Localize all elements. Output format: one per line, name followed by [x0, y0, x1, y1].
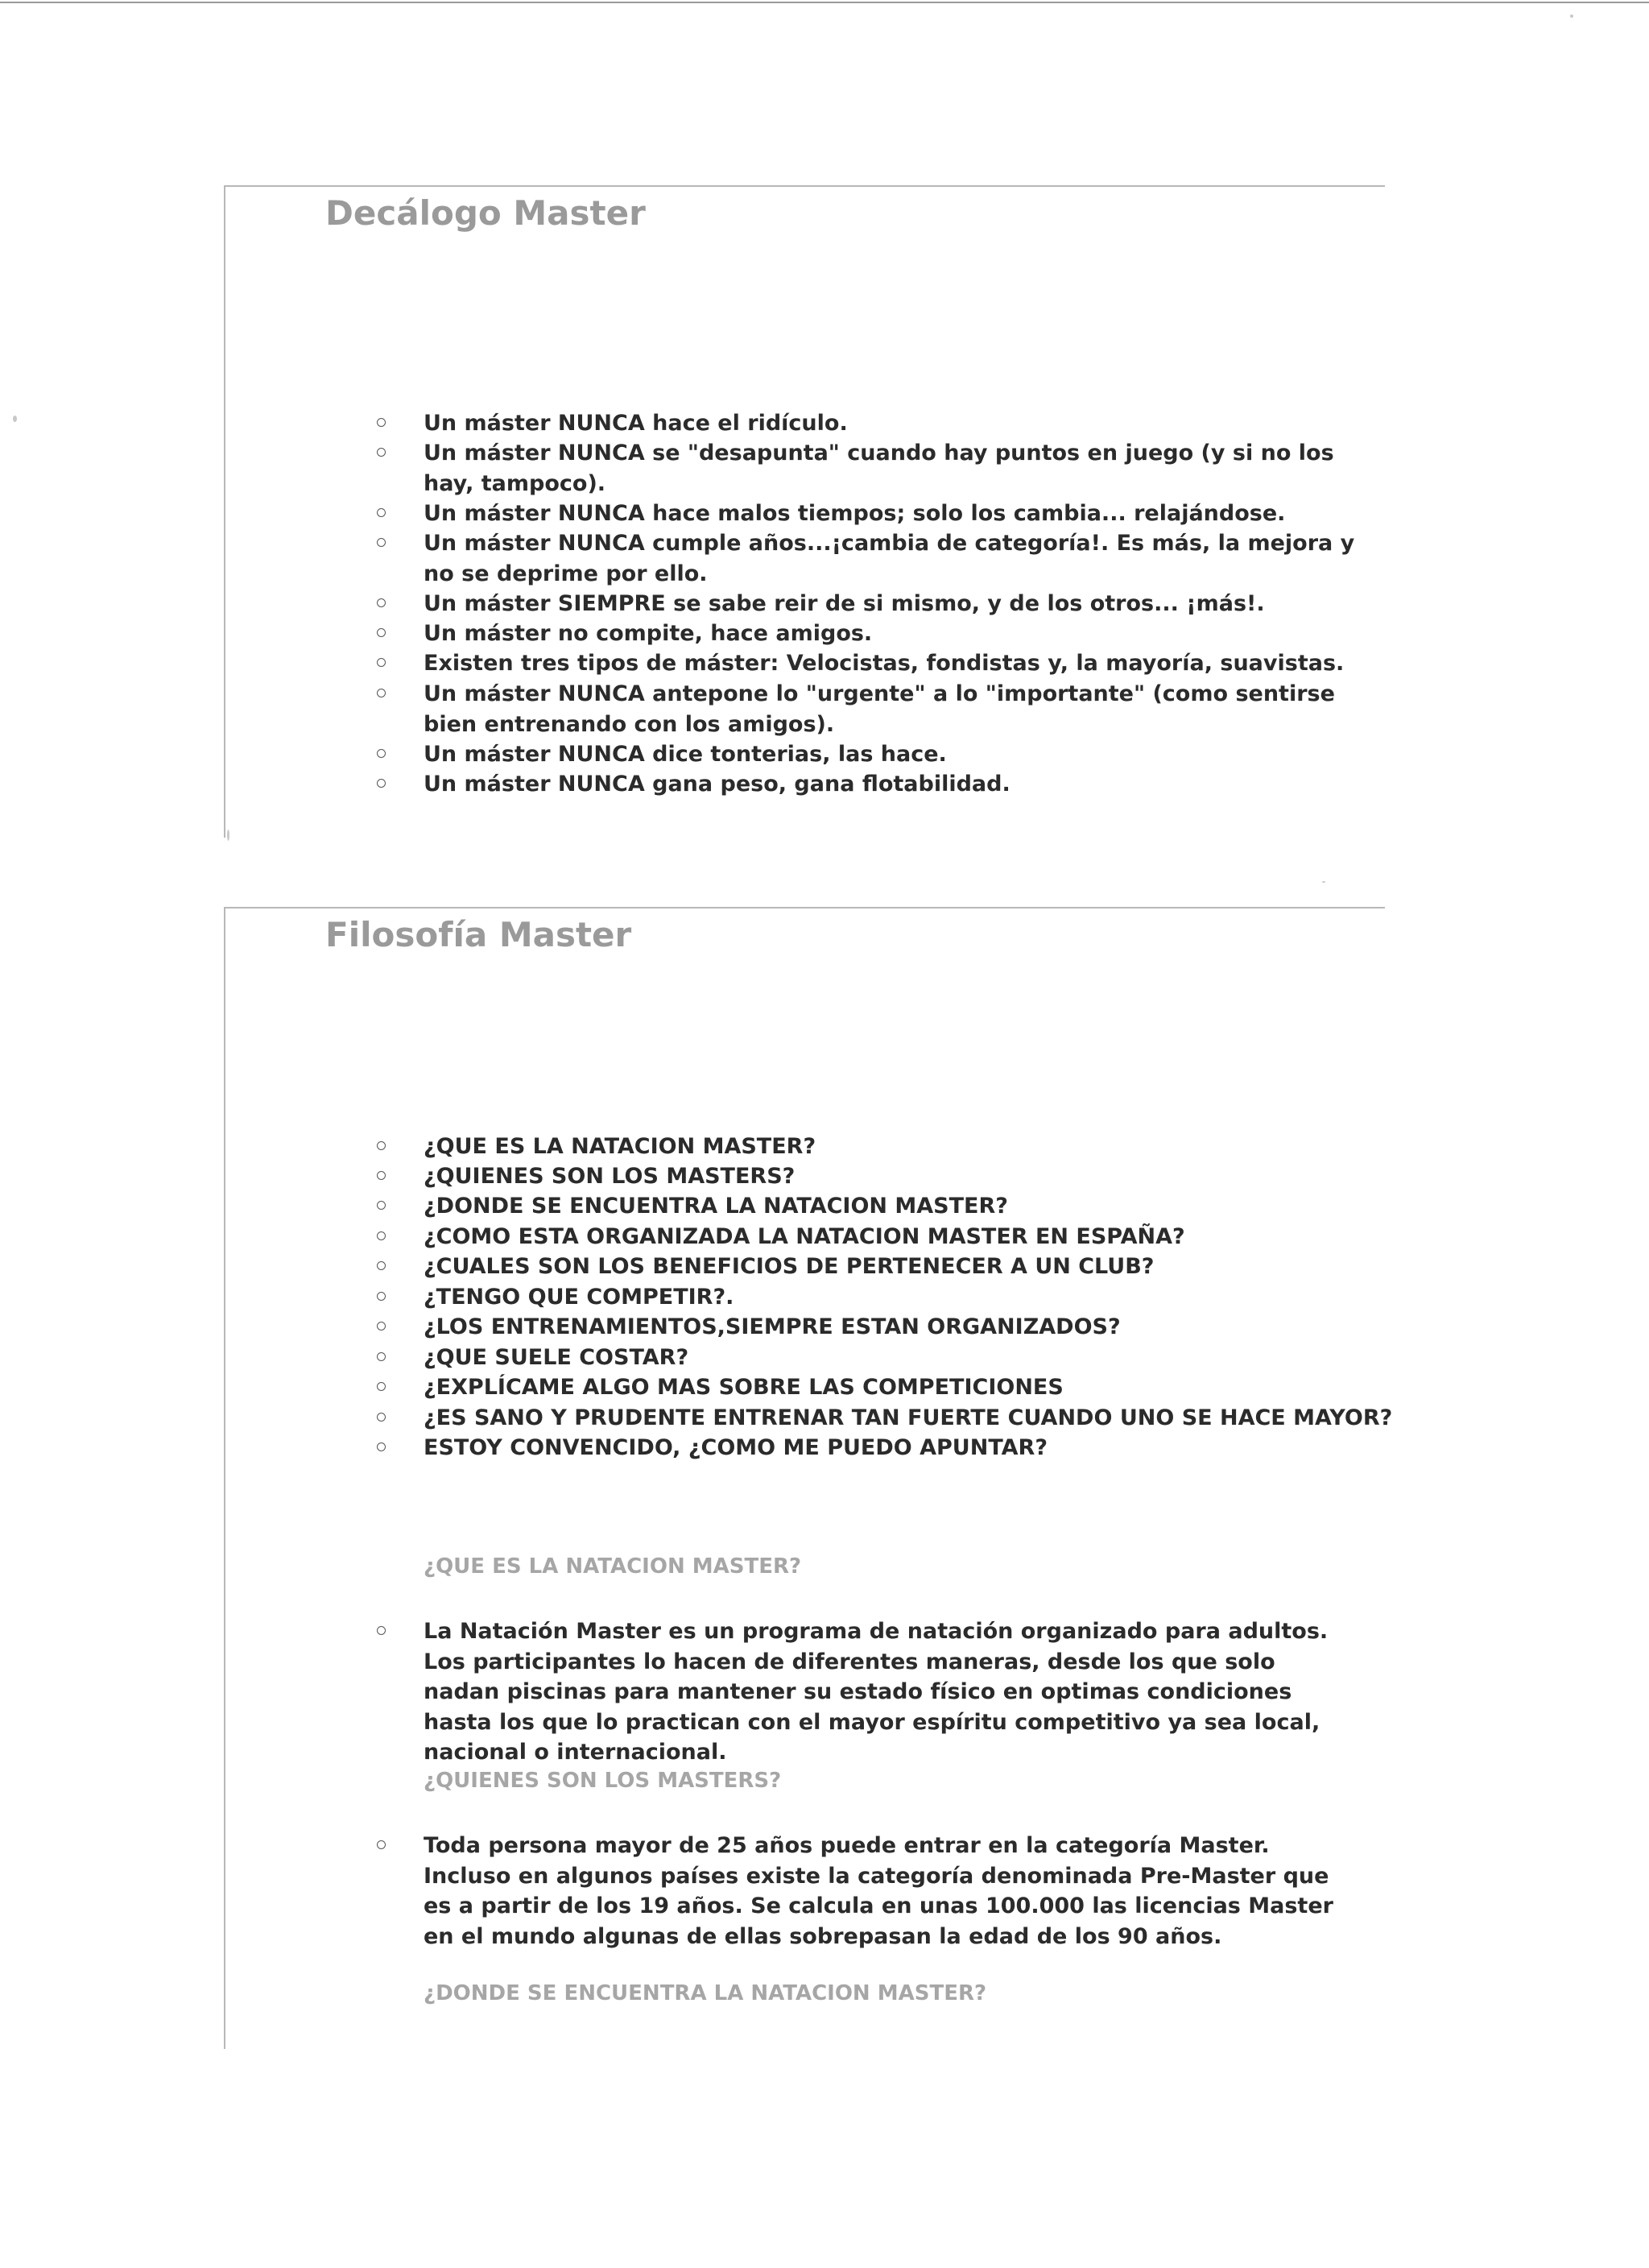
circle-bullet-icon [377, 1201, 386, 1210]
circle-bullet-icon [377, 749, 386, 758]
scan-speck [227, 830, 229, 841]
filosofia-title: Filosofía Master [325, 915, 632, 954]
list-item-text: Un máster NUNCA cumple años...¡cambia de categoría!. Es más, la mejora y no se deprime por ello. [424, 531, 1355, 586]
circle-bullet-icon [377, 538, 386, 547]
decalogo-section [224, 185, 1385, 838]
question-text: ¿LOS ENTRENAMIENTOS,SIEMPRE ESTAN ORGANIZADOS? [424, 1314, 1121, 1339]
scan-speck [1570, 14, 1573, 18]
answer-text: La Natación Master es un programa de natación organizado para adultos. Los participantes lo hacen de diferentes maneras, desde los que solo nadan piscinas para mantener su estado físico en optimas condiciones hasta los que lo practican con el mayor espíritu competitivo ya sea local, nacional o internacional. [424, 1619, 1329, 1765]
circle-bullet-icon [377, 1292, 386, 1301]
circle-bullet-icon [377, 508, 386, 517]
scan-speck [13, 416, 17, 422]
question-text: ¿EXPLÍCAME ALGO MAS SOBRE LAS COMPETICIONES [424, 1375, 1064, 1400]
circle-bullet-icon [377, 689, 386, 697]
list-item-text: Existen tres tipos de máster: Velocistas, fondistas y, la mayoría, suavistas. [424, 651, 1345, 676]
circle-bullet-icon [377, 418, 386, 427]
scan-edge-line [0, 2, 1649, 3]
decalogo-title: Decálogo Master [325, 193, 646, 233]
list-item-text: Un máster SIEMPRE se sabe reir de si mismo, y de los otros... ¡más!. [424, 591, 1265, 616]
question-text: ¿QUE ES LA NATACION MASTER? [424, 1134, 816, 1159]
list-item-text: Un máster NUNCA se "desapunta" cuando hay puntos en juego (y si no los hay, tampoco). [424, 441, 1334, 496]
filosofia-section [224, 907, 1393, 2049]
answer-heading: ¿QUE ES LA NATACION MASTER? [424, 1554, 802, 1579]
list-item-text: Un máster NUNCA dice tonterias, las hace. [424, 742, 947, 767]
circle-bullet-icon [377, 598, 386, 607]
list-item-text: Un máster no compite, hace amigos. [424, 621, 873, 646]
circle-bullet-icon [377, 1382, 386, 1391]
circle-bullet-icon [377, 1261, 386, 1270]
circle-bullet-icon [377, 628, 386, 637]
question-text: ¿QUIENES SON LOS MASTERS? [424, 1164, 796, 1189]
circle-bullet-icon [377, 658, 386, 667]
question-text: ¿COMO ESTA ORGANIZADA LA NATACION MASTER EN ESPAÑA? [424, 1224, 1185, 1249]
circle-bullet-icon [377, 1626, 386, 1635]
list-item-text: Un máster NUNCA hace el ridículo. [424, 411, 848, 436]
scan-speck [1322, 881, 1325, 883]
list-item-text: Un máster NUNCA gana peso, gana flotabilidad. [424, 772, 1010, 797]
circle-bullet-icon [377, 779, 386, 788]
circle-bullet-icon [377, 1442, 386, 1451]
question-text: ¿ES SANO Y PRUDENTE ENTRENAR TAN FUERTE CUANDO UNO SE HACE MAYOR? [424, 1405, 1393, 1430]
list-item-text: Un máster NUNCA antepone lo "urgente" a lo "importante" (como sentirse bien entrenando con los amigos). [424, 681, 1335, 737]
answer-heading: ¿DONDE SE ENCUENTRA LA NATACION MASTER? [424, 1981, 987, 2005]
answer-heading: ¿QUIENES SON LOS MASTERS? [424, 1769, 782, 1793]
circle-bullet-icon [377, 1840, 386, 1849]
question-text: ¿QUE SUELE COSTAR? [424, 1345, 689, 1370]
question-text: ESTOY CONVENCIDO, ¿COMO ME PUEDO APUNTAR? [424, 1435, 1048, 1460]
circle-bullet-icon [377, 1413, 386, 1422]
answer-text: Toda persona mayor de 25 años puede entrar en la categoría Master. Incluso en algunos países existe la categoría denominada Pre-Master que es a partir de los 19 años. Se calcula en unas 100.000 las licencias Master en el mundo algunas de ellas sobrepasan la edad de los 90 años. [424, 1833, 1333, 1949]
question-text: ¿DONDE SE ENCUENTRA LA NATACION MASTER? [424, 1194, 1008, 1219]
list-item-text: Un máster NUNCA hace malos tiempos; solo los cambia... relajándose. [424, 501, 1286, 526]
circle-bullet-icon [377, 1322, 386, 1331]
circle-bullet-icon [377, 1352, 386, 1361]
question-text: ¿TENGO QUE COMPETIR?. [424, 1285, 734, 1310]
question-text: ¿CUALES SON LOS BENEFICIOS DE PERTENECER A UN CLUB? [424, 1254, 1155, 1279]
circle-bullet-icon [377, 448, 386, 457]
circle-bullet-icon [377, 1231, 386, 1240]
circle-bullet-icon [377, 1171, 386, 1180]
circle-bullet-icon [377, 1141, 386, 1150]
